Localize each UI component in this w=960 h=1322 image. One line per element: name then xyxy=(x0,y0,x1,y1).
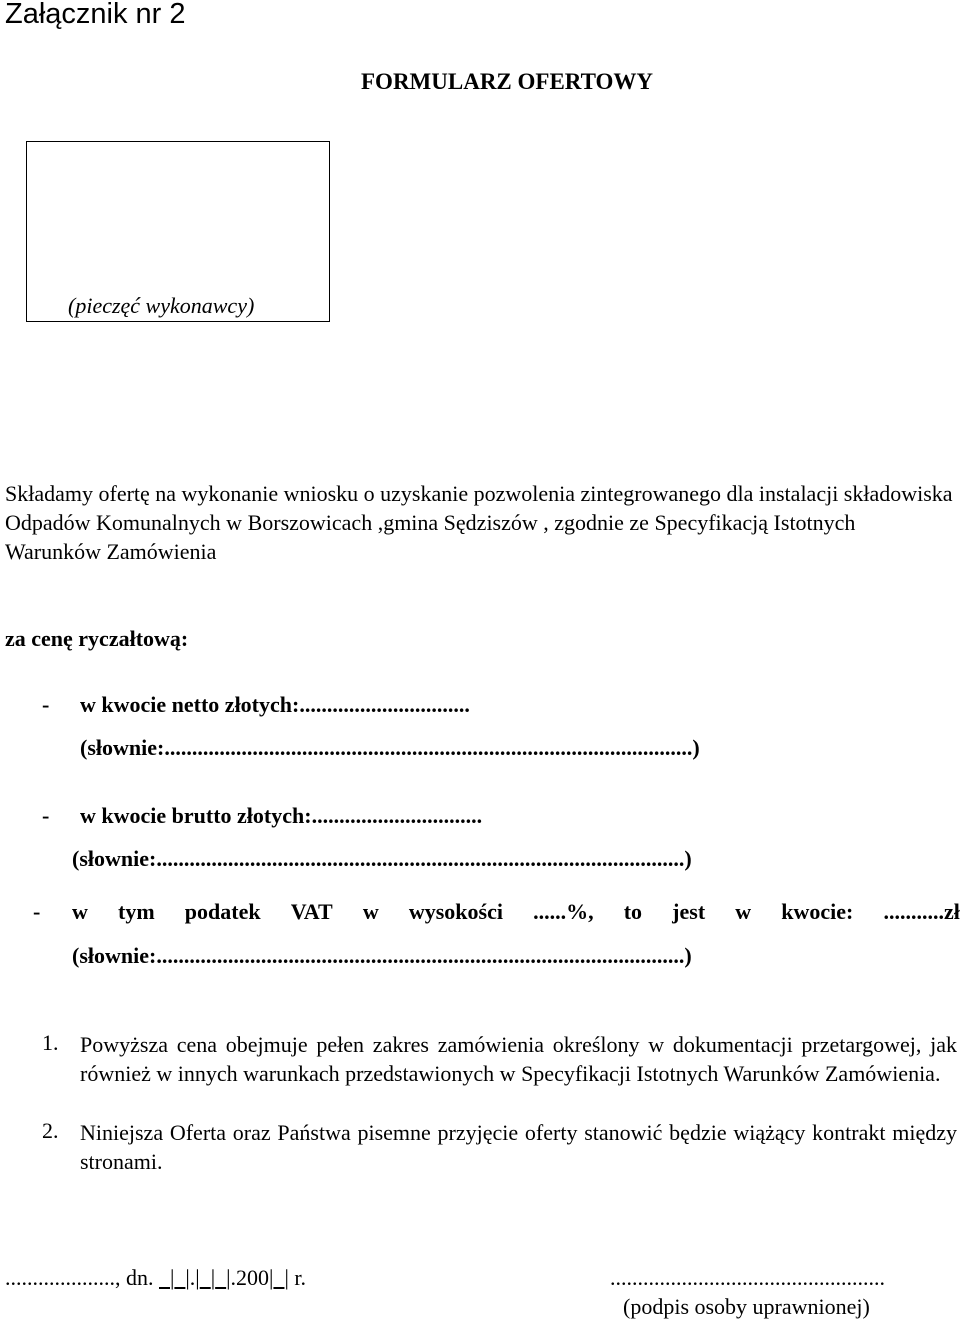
vat-word: to xyxy=(623,899,643,924)
date-year-prefix: .200 xyxy=(230,1265,270,1290)
vat-word: ......%, xyxy=(533,899,594,924)
vat-word: podatek xyxy=(184,899,261,924)
vat-word: wysokości xyxy=(408,899,503,924)
vat-word: w xyxy=(362,899,379,924)
signature-line: .................................................. xyxy=(610,1265,885,1290)
bullet-dash: - xyxy=(42,803,50,828)
clause-text: Niniejsza Oferta oraz Państwa pisemne przyjęcie oferty stanowić będzie wiążący kontrakt między stronami. xyxy=(80,1120,957,1174)
stamp-caption: (pieczęć wykonawcy) xyxy=(68,293,255,318)
vat-word: kwocie: xyxy=(781,899,854,924)
clause-number: 1. xyxy=(42,1030,59,1055)
gross-amount-words: (słownie:................................................................................................) xyxy=(72,846,692,871)
vat-word: jest xyxy=(672,899,706,924)
net-amount-line: w kwocie netto złotych:............................... xyxy=(80,692,470,717)
price-label: za cenę ryczałtową: xyxy=(5,626,189,651)
clause-text: Powyższa cena obejmuje pełen zakres zamówienia określony w dokumentacji przetargowej, jak również w innych warunkach przedstawionych w Specyfikacji Istotnych Warunków Zamówienia. xyxy=(80,1032,957,1086)
vat-word: w xyxy=(735,899,752,924)
vat-word: tym xyxy=(118,899,155,924)
vat-word: w xyxy=(72,899,88,924)
place-date-line: ...................., dn. | |.| | |.200| | r. xyxy=(5,1265,306,1290)
date-suffix: r. xyxy=(288,1265,306,1290)
attachment-heading: Załącznik nr 2 xyxy=(5,0,186,30)
vat-word: VAT xyxy=(290,899,333,924)
vat-word: ...........zł xyxy=(883,899,960,924)
bullet-dash: - xyxy=(33,899,41,924)
date-prefix: ...................., dn. xyxy=(5,1265,159,1290)
bullet-dash: - xyxy=(42,692,50,717)
vat-amount-line xyxy=(72,899,960,925)
vat-amount-words: (słownie:................................................................................................) xyxy=(72,943,692,968)
form-title: FORMULARZ OFERTOWY xyxy=(361,69,654,94)
intro-paragraph: Składamy ofertę na wykonanie wniosku o uzyskanie pozwolenia zintegrowanego dla instalacji składowiska Odpadów Komunalnych w Borszowicach ,gmina Sędziszów , zgodnie ze Specyfikacją Istotnych Warunków Zamówienia xyxy=(5,481,953,564)
signature-caption: (podpis osoby uprawnionej) xyxy=(623,1294,870,1319)
net-amount-words: (słownie:................................................................................................) xyxy=(80,735,700,760)
gross-amount-line: w kwocie brutto złotych:............................... xyxy=(80,803,483,828)
clause-number: 2. xyxy=(42,1118,59,1143)
